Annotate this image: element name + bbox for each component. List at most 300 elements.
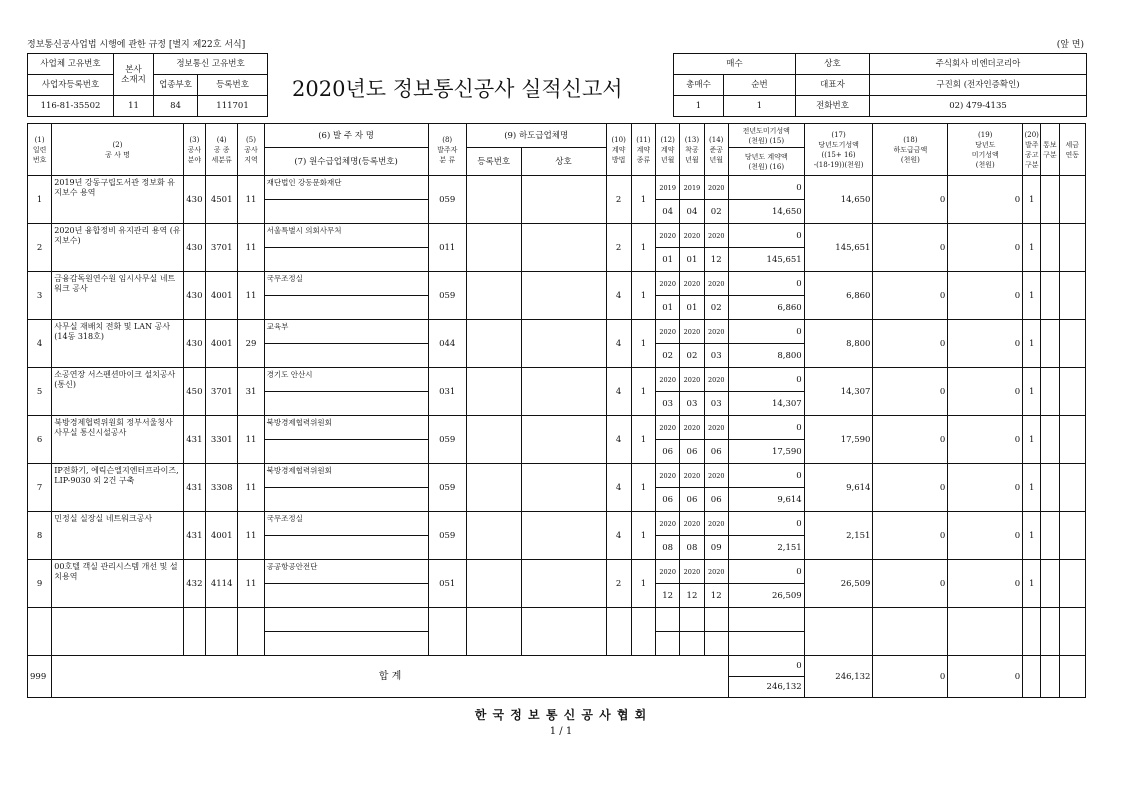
row-end-month: 12 (704, 584, 728, 608)
row-remain (948, 608, 1023, 656)
col-sub-amount: (18) 하도급금액 (천원) (873, 124, 948, 176)
h-registration: 등록번호 (198, 75, 268, 96)
row-report (1041, 320, 1059, 368)
row-sub-regno (466, 416, 521, 464)
row-contract-kind: 1 (631, 320, 655, 368)
row-end-year: 2020 (704, 368, 728, 392)
row-field: 430 (183, 224, 205, 272)
row-contract-method: 2 (606, 560, 631, 608)
row-start-month: 01 (680, 248, 704, 272)
form-reference: 정보통신공사업법 시행에 관한 규정 [별지 제22호 서식] (27, 40, 246, 50)
row-prev-unbilled: 0 (728, 176, 804, 200)
row-contract-method: 2 (606, 176, 631, 224)
row-field: 431 (183, 512, 205, 560)
row-orderer: 국무조정실 (264, 512, 428, 536)
row-notice: 1 (1023, 416, 1041, 464)
total-prev-unbilled: 0 (728, 656, 804, 677)
row-end-month: 12 (704, 248, 728, 272)
col-subclass: (4) 공 종 세분류 (206, 124, 238, 176)
row-sub-amount (873, 608, 948, 656)
row-sub-company (521, 368, 606, 416)
row-contract-month: 02 (656, 344, 680, 368)
row-contract-month: 08 (656, 536, 680, 560)
row-end-year: 2020 (704, 224, 728, 248)
row-region: 11 (238, 560, 264, 608)
row-remain: 0 (948, 272, 1023, 320)
row-contract-amount: 145,651 (728, 248, 804, 272)
row-seq (28, 608, 52, 656)
row-seq: 5 (28, 368, 52, 416)
h-phone: 전화번호 (796, 96, 870, 117)
row-contract-method: 4 (606, 512, 631, 560)
row-sub-company (521, 464, 606, 512)
row-notice (1023, 608, 1041, 656)
row-contract-amount: 6,860 (728, 296, 804, 320)
total-contract-amount: 246,132 (728, 677, 804, 698)
row-field: 431 (183, 416, 205, 464)
industry-code: 84 (154, 96, 198, 117)
row-remain: 0 (948, 224, 1023, 272)
row-notice: 1 (1023, 224, 1041, 272)
row-field: 430 (183, 320, 205, 368)
col-end-ym: (14) 준공 년월 (704, 124, 728, 176)
row-sub-regno (466, 176, 521, 224)
row-end-month: 09 (704, 536, 728, 560)
row-end-year: 2020 (704, 320, 728, 344)
row-field: 430 (183, 176, 205, 224)
row-remain: 0 (948, 368, 1023, 416)
row-orderer-class (428, 608, 466, 656)
h-total-count: 총매수 (674, 75, 724, 96)
total-report (1041, 656, 1059, 698)
table-row (28, 368, 1086, 392)
row-region: 11 (238, 224, 264, 272)
h-branch: 본사 소재지 (114, 54, 154, 96)
row-sub-amount: 0 (873, 176, 948, 224)
seq-no: 1 (724, 96, 796, 117)
h-reg-no: 사업자등록번호 (28, 75, 114, 96)
row-region (238, 608, 264, 656)
row-prime-contractor (264, 536, 428, 560)
row-remain: 0 (948, 320, 1023, 368)
branch: 11 (114, 96, 154, 117)
h-count: 매수 (674, 54, 796, 75)
h-company: 상호 (796, 54, 870, 75)
row-start-year: 2020 (680, 320, 704, 344)
row-contract-amount: 14,650 (728, 200, 804, 224)
row-start-month: 06 (680, 440, 704, 464)
row-perf-amount: 9,614 (804, 464, 873, 512)
col-sub-company: 상호 (521, 148, 606, 176)
row-report (1041, 416, 1059, 464)
row-contract-kind (631, 608, 655, 656)
row-field: 431 (183, 464, 205, 512)
row-orderer: 재단법인 강동문화재단 (264, 176, 428, 200)
row-contract-amount: 9,614 (728, 488, 804, 512)
row-tax (1059, 416, 1085, 464)
total-notice (1023, 656, 1041, 698)
row-report (1041, 608, 1059, 656)
row-tax (1059, 608, 1085, 656)
row-sub-amount: 0 (873, 416, 948, 464)
row-sub-regno (466, 320, 521, 368)
total-seq: 999 (28, 656, 52, 698)
row-end-year: 2020 (704, 272, 728, 296)
row-project-name: 사무실 재배치 전화 및 LAN 공사 (14동 318호) (52, 320, 183, 368)
col-contract-amount: 당년도 계약액 (천원) (16) (728, 148, 804, 176)
h-seq: 순번 (724, 75, 796, 96)
row-prime-contractor (264, 392, 428, 416)
row-perf-amount: 6,860 (804, 272, 873, 320)
row-sub-amount: 0 (873, 224, 948, 272)
row-remain: 0 (948, 416, 1023, 464)
row-contract-kind: 1 (631, 560, 655, 608)
row-contract-kind: 1 (631, 512, 655, 560)
row-report (1041, 368, 1059, 416)
row-seq: 9 (28, 560, 52, 608)
row-region: 31 (238, 368, 264, 416)
row-contract-kind: 1 (631, 464, 655, 512)
row-contract-year: 2020 (656, 272, 680, 296)
row-remain: 0 (948, 512, 1023, 560)
row-remain: 0 (948, 560, 1023, 608)
row-project-name: 2019년 강동구립도서관 정보화 유지보수 용역 (52, 176, 183, 224)
row-sub-company (521, 608, 606, 656)
header-right-table (673, 53, 1087, 117)
page-number: 1 / 1 (549, 726, 573, 737)
row-prev-unbilled: 0 (728, 464, 804, 488)
row-sub-company (521, 272, 606, 320)
row-region: 29 (238, 320, 264, 368)
row-field: 432 (183, 560, 205, 608)
row-seq: 2 (28, 224, 52, 272)
row-sub-amount: 0 (873, 320, 948, 368)
row-region: 11 (238, 464, 264, 512)
row-orderer-class: 059 (428, 512, 466, 560)
row-contract-year: 2020 (656, 368, 680, 392)
row-contract-method: 4 (606, 416, 631, 464)
row-contract-kind: 1 (631, 224, 655, 272)
row-notice: 1 (1023, 272, 1041, 320)
row-sub-amount: 0 (873, 512, 948, 560)
association-name: 한 국 정 보 통 신 공 사 협 회 (474, 708, 648, 722)
row-tax (1059, 320, 1085, 368)
row-seq: 7 (28, 464, 52, 512)
total-label: 합 계 (52, 656, 729, 698)
row-contract-method: 2 (606, 224, 631, 272)
row-sub-regno (466, 464, 521, 512)
row-notice: 1 (1023, 368, 1041, 416)
row-orderer-class: 059 (428, 464, 466, 512)
col-tax: 세금 연동 (1059, 124, 1085, 176)
col-orderer: (6) 발 주 자 명 (264, 124, 428, 148)
total-count: 1 (674, 96, 724, 117)
table-row (28, 320, 1086, 344)
row-start-year: 2020 (680, 512, 704, 536)
row-orderer: 공공항공안전단 (264, 560, 428, 584)
row-end-month: 02 (704, 200, 728, 224)
row-sub-company (521, 560, 606, 608)
col-seq: (1) 일련 번호 (28, 124, 52, 176)
row-contract-method: 4 (606, 464, 631, 512)
row-perf-amount: 14,650 (804, 176, 873, 224)
total-sub-amount: 0 (873, 656, 948, 698)
col-project-name: (2) 공 사 명 (52, 124, 183, 176)
row-orderer: 경기도 안산시 (264, 368, 428, 392)
table-row (28, 272, 1086, 296)
row-orderer: 교육부 (264, 320, 428, 344)
row-contract-kind: 1 (631, 176, 655, 224)
row-orderer: 북방경제협력위원회 (264, 416, 428, 440)
row-start-month: 02 (680, 344, 704, 368)
row-contract-year (656, 608, 680, 632)
row-region: 11 (238, 512, 264, 560)
row-prime-contractor (264, 200, 428, 224)
row-start-year (680, 608, 704, 632)
row-prime-contractor (264, 248, 428, 272)
row-orderer: 서울특별시 의회사무처 (264, 224, 428, 248)
row-end-year: 2020 (704, 416, 728, 440)
row-end-month: 03 (704, 392, 728, 416)
row-sub-amount: 0 (873, 464, 948, 512)
row-orderer-class: 031 (428, 368, 466, 416)
row-start-month: 03 (680, 392, 704, 416)
row-notice: 1 (1023, 512, 1041, 560)
row-region: 11 (238, 416, 264, 464)
row-sub-regno (466, 224, 521, 272)
row-contract-month: 01 (656, 296, 680, 320)
row-start-year: 2020 (680, 224, 704, 248)
row-contract-year: 2020 (656, 512, 680, 536)
row-contract-month: 03 (656, 392, 680, 416)
row-perf-amount: 26,509 (804, 560, 873, 608)
row-end-month: 02 (704, 296, 728, 320)
row-contract-month: 04 (656, 200, 680, 224)
row-project-name: 금융감독원연수원 임시사무실 네트워크 공사 (52, 272, 183, 320)
row-orderer-class: 059 (428, 272, 466, 320)
row-contract-method: 4 (606, 272, 631, 320)
row-start-year: 2020 (680, 560, 704, 584)
row-contract-month: 06 (656, 440, 680, 464)
row-tax (1059, 224, 1085, 272)
row-sub-regno (466, 560, 521, 608)
row-perf-amount (804, 608, 873, 656)
row-contract-kind: 1 (631, 368, 655, 416)
row-project-name (52, 608, 183, 656)
row-report (1041, 464, 1059, 512)
row-orderer-class: 011 (428, 224, 466, 272)
row-tax (1059, 272, 1085, 320)
table-row (28, 608, 1086, 632)
row-prev-unbilled: 0 (728, 368, 804, 392)
row-end-year: 2020 (704, 512, 728, 536)
h-ict-id: 정보통신 고유번호 (154, 54, 268, 75)
row-end-year: 2020 (704, 464, 728, 488)
row-start-month: 12 (680, 584, 704, 608)
row-contract-kind: 1 (631, 416, 655, 464)
col-sub-regno: 등록번호 (466, 148, 521, 176)
row-end-month (704, 632, 728, 656)
page-title: 2020년도 정보통신공사 실적신고서 (292, 77, 623, 101)
row-perf-amount: 145,651 (804, 224, 873, 272)
col-report: 통보 구분 (1041, 124, 1059, 176)
row-contract-year: 2019 (656, 176, 680, 200)
row-contract-year: 2020 (656, 224, 680, 248)
row-prime-contractor (264, 440, 428, 464)
table-row (28, 416, 1086, 440)
row-tax (1059, 368, 1085, 416)
row-notice: 1 (1023, 560, 1041, 608)
row-tax (1059, 176, 1085, 224)
row-report (1041, 224, 1059, 272)
row-prev-unbilled: 0 (728, 272, 804, 296)
row-end-month: 06 (704, 440, 728, 464)
row-region: 11 (238, 272, 264, 320)
row-subclass: 4501 (206, 176, 238, 224)
row-notice: 1 (1023, 320, 1041, 368)
row-end-year: 2020 (704, 560, 728, 584)
row-sub-company (521, 320, 606, 368)
row-subclass: 4001 (206, 512, 238, 560)
performance-table (27, 123, 1086, 698)
row-prev-unbilled: 0 (728, 512, 804, 536)
row-project-name: 소공연장 서스펜션마이크 설치공사(통신) (52, 368, 183, 416)
row-start-year: 2019 (680, 176, 704, 200)
col-field: (3) 공사 분야 (183, 124, 205, 176)
row-report (1041, 176, 1059, 224)
row-remain: 0 (948, 464, 1023, 512)
row-end-month: 03 (704, 344, 728, 368)
col-region: (5) 공사 지역 (238, 124, 264, 176)
page-side-label: (앞 면) (1056, 40, 1084, 50)
row-contract-method: 4 (606, 320, 631, 368)
row-seq: 8 (28, 512, 52, 560)
total-perf-amount: 246,132 (804, 656, 873, 698)
row-prime-contractor (264, 344, 428, 368)
phone-number: 02) 479-4135 (870, 96, 1087, 117)
row-perf-amount: 17,590 (804, 416, 873, 464)
row-orderer: 북방경제협력위원회 (264, 464, 428, 488)
row-prev-unbilled: 0 (728, 416, 804, 440)
row-start-year: 2020 (680, 464, 704, 488)
row-subclass: 4001 (206, 272, 238, 320)
row-start-month (680, 632, 704, 656)
row-prev-unbilled: 0 (728, 224, 804, 248)
total-row (28, 656, 1086, 677)
row-subclass: 4114 (206, 560, 238, 608)
row-contract-method: 4 (606, 368, 631, 416)
row-perf-amount: 2,151 (804, 512, 873, 560)
col-orderer-class: (8) 발주자 분 류 (428, 124, 466, 176)
row-prime-contractor (264, 632, 428, 656)
row-contract-method (606, 608, 631, 656)
row-sub-amount: 0 (873, 272, 948, 320)
row-seq: 6 (28, 416, 52, 464)
row-sub-company (521, 224, 606, 272)
row-sub-amount: 0 (873, 560, 948, 608)
h-industry: 업종부호 (154, 75, 198, 96)
col-contract-method: (10) 계약 방법 (606, 124, 631, 176)
row-start-year: 2020 (680, 416, 704, 440)
col-start-ym: (13) 착공 년월 (680, 124, 704, 176)
row-contract-amount (728, 632, 804, 656)
row-project-name: 민정실 실장실 네트워크공사 (52, 512, 183, 560)
row-seq: 4 (28, 320, 52, 368)
row-prev-unbilled (728, 608, 804, 632)
row-field: 450 (183, 368, 205, 416)
row-project-name: 2020년 융합정비 유지관리 용역 (유지보수) (52, 224, 183, 272)
table-row (28, 464, 1086, 488)
total-tax (1059, 656, 1085, 698)
row-orderer: 국무조정실 (264, 272, 428, 296)
row-contract-amount: 2,151 (728, 536, 804, 560)
row-contract-month: 01 (656, 248, 680, 272)
table-row (28, 224, 1086, 248)
row-orderer-class: 051 (428, 560, 466, 608)
row-orderer-class: 044 (428, 320, 466, 368)
header-left-table (27, 53, 268, 117)
table-row (28, 512, 1086, 536)
row-end-year (704, 608, 728, 632)
row-field: 430 (183, 272, 205, 320)
row-start-month: 08 (680, 536, 704, 560)
col-subcontractor: (9) 하도급업체명 (466, 124, 606, 148)
row-field (183, 608, 205, 656)
row-subclass: 3701 (206, 368, 238, 416)
row-notice: 1 (1023, 176, 1041, 224)
col-contract-ym: (12) 계약 년월 (656, 124, 680, 176)
col-perf-amount: (17) 당년도기성액 ((15+ 16) -(18-19))(천원) (804, 124, 873, 176)
col-contract-kind: (11) 계약 종류 (631, 124, 655, 176)
row-start-month: 04 (680, 200, 704, 224)
row-tax (1059, 560, 1085, 608)
row-perf-amount: 8,800 (804, 320, 873, 368)
row-contract-month: 06 (656, 488, 680, 512)
row-orderer-class: 059 (428, 176, 466, 224)
row-orderer (264, 608, 428, 632)
row-contract-year: 2020 (656, 416, 680, 440)
row-subclass: 3701 (206, 224, 238, 272)
row-start-month: 01 (680, 296, 704, 320)
row-sub-regno (466, 512, 521, 560)
total-remain: 0 (948, 656, 1023, 698)
row-start-year: 2020 (680, 368, 704, 392)
h-business-id: 사업체 고유번호 (28, 54, 114, 75)
row-contract-amount: 26,509 (728, 584, 804, 608)
row-prime-contractor (264, 584, 428, 608)
row-contract-year: 2020 (656, 320, 680, 344)
row-contract-year: 2020 (656, 464, 680, 488)
row-prev-unbilled: 0 (728, 560, 804, 584)
col-prime-contractor: (7) 원수급업체명(등록번호) (264, 148, 428, 176)
row-subclass: 3301 (206, 416, 238, 464)
row-start-year: 2020 (680, 272, 704, 296)
row-contract-kind: 1 (631, 272, 655, 320)
row-seq: 3 (28, 272, 52, 320)
row-region: 11 (238, 176, 264, 224)
row-sub-regno (466, 368, 521, 416)
table-row (28, 560, 1086, 584)
row-remain: 0 (948, 176, 1023, 224)
col-prev-unbilled: 전년도미기성액 (천원) (15) (728, 124, 804, 148)
row-start-month: 06 (680, 488, 704, 512)
row-subclass: 3308 (206, 464, 238, 512)
row-contract-year: 2020 (656, 560, 680, 584)
row-sub-company (521, 176, 606, 224)
table-row (28, 176, 1086, 200)
row-sub-regno (466, 608, 521, 656)
col-notice: (20) 발주 공고 구분 (1023, 124, 1041, 176)
